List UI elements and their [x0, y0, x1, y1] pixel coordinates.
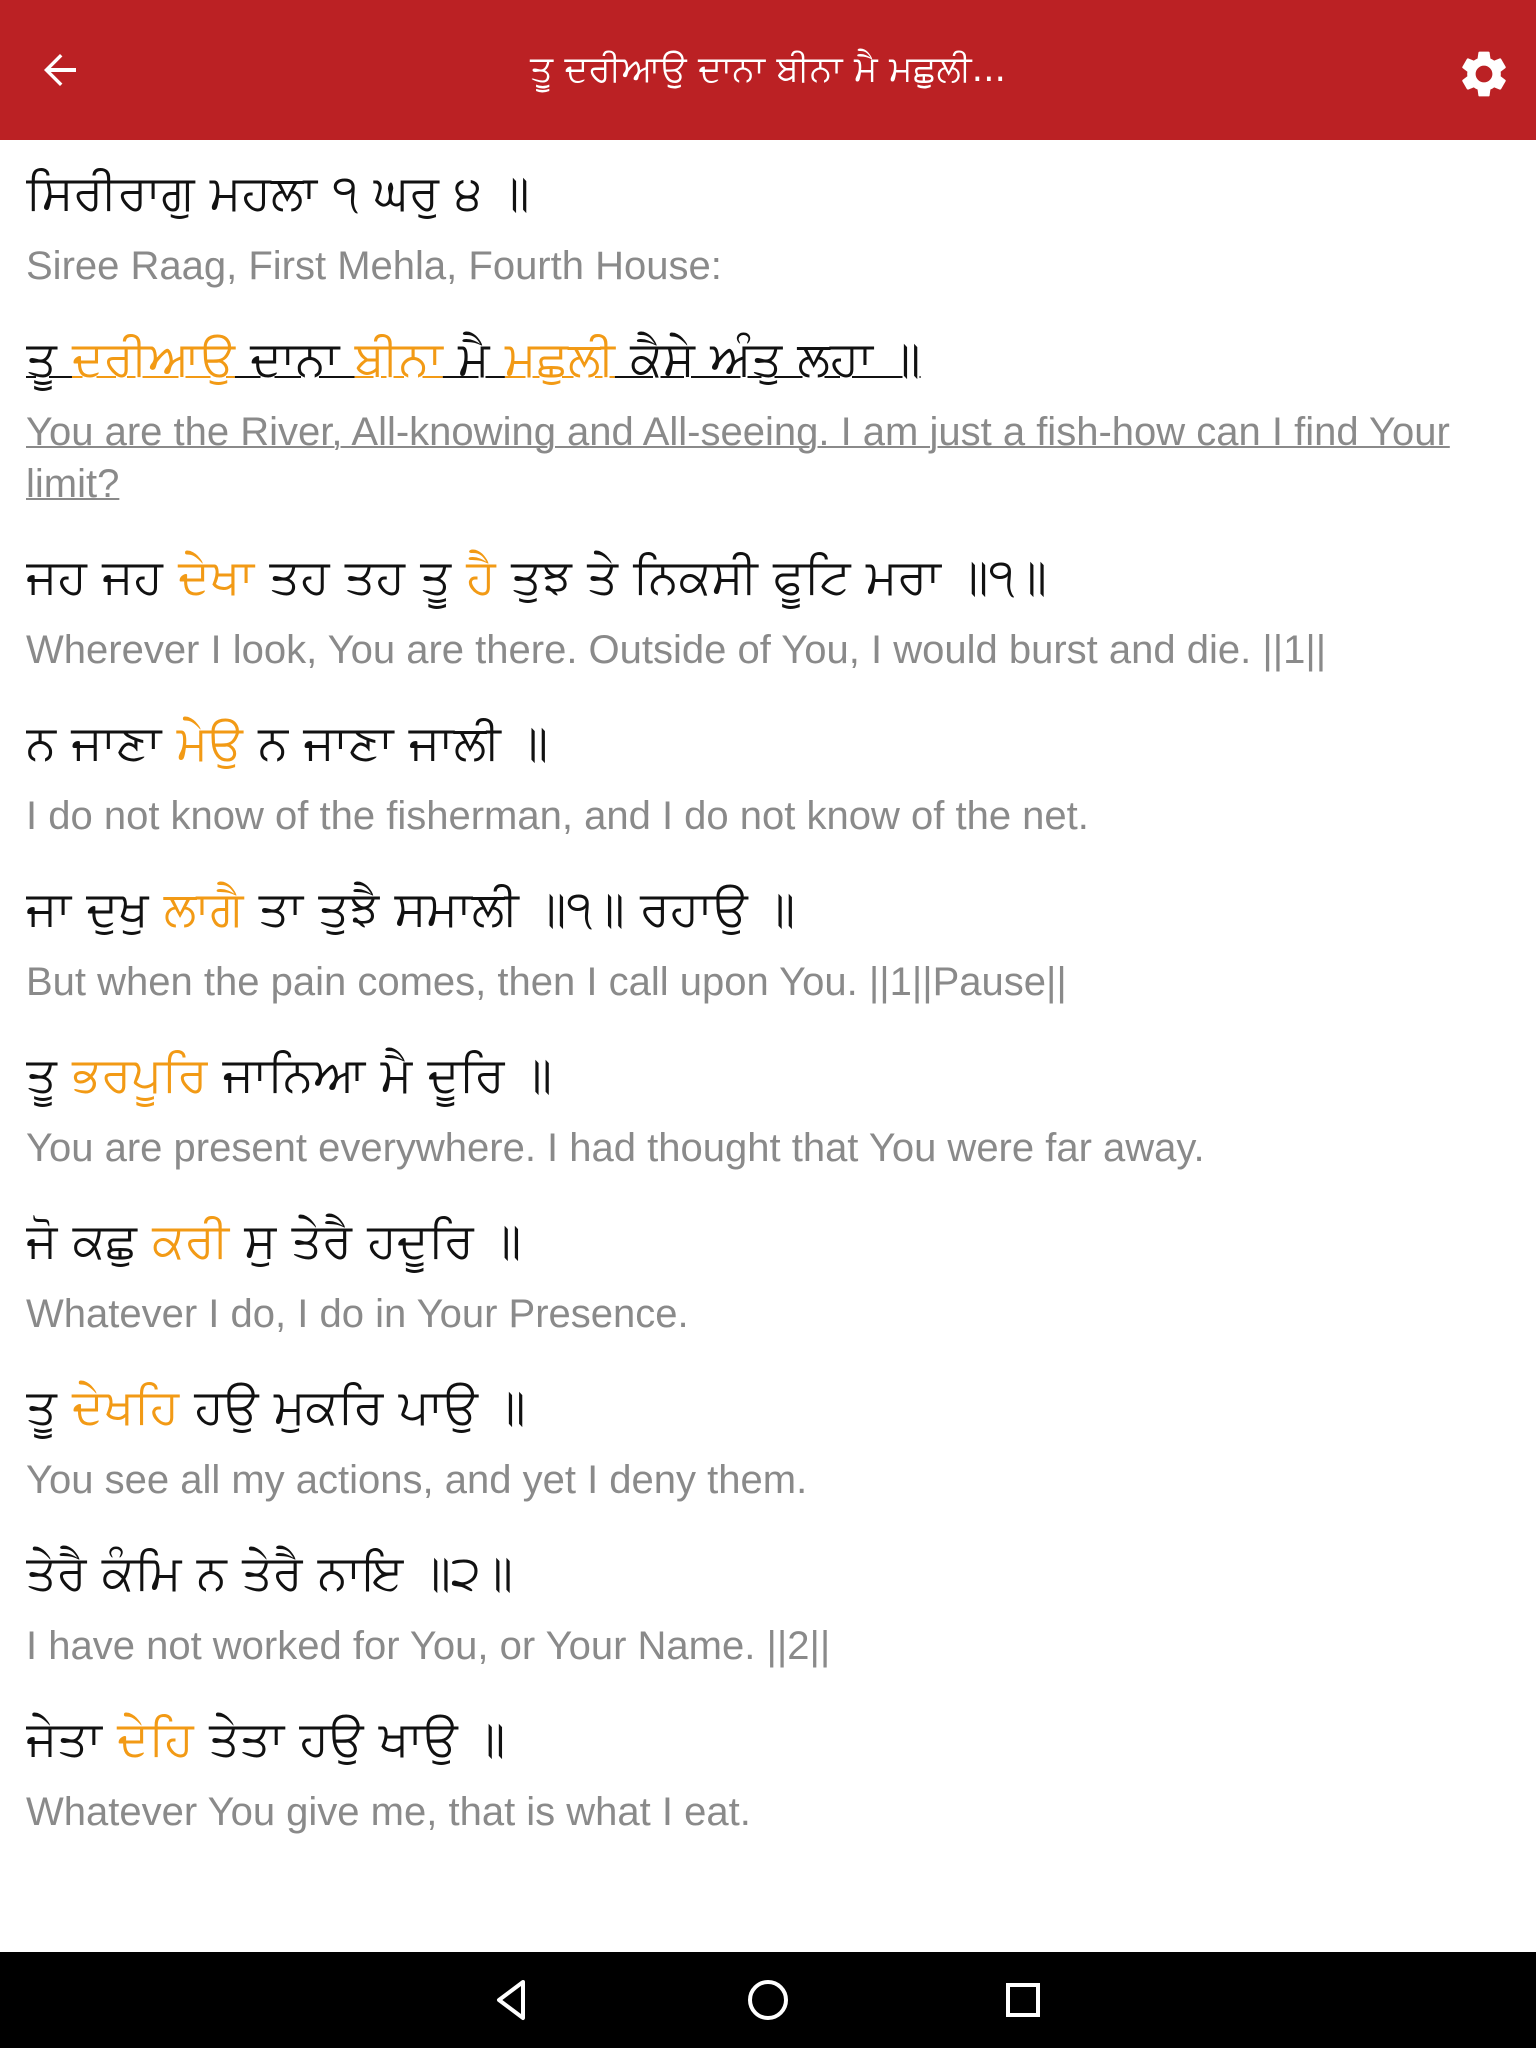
nav-recents-button[interactable]: [993, 1970, 1053, 2030]
gurmukhi-line: [26, 524, 1510, 612]
highlighted-word: ਦੇਹਿ: [117, 1711, 194, 1767]
gurmukhi-text: ਜਾਨਿਆ ਮੈ ਦੂਰਿ ॥: [207, 1047, 553, 1103]
gurmukhi-text: ਜੋ ਕਛੁ: [26, 1213, 153, 1269]
nav-back-button[interactable]: [483, 1970, 543, 2030]
shabad-content[interactable]: [0, 140, 1536, 1952]
highlighted-word: ਮਛੁਲੀ: [504, 331, 615, 387]
english-translation: Siree Raag, First Mehla, Fourth House:: [26, 244, 722, 288]
highlighted-word: ਹੈ: [466, 549, 496, 605]
triangle-back-icon: [483, 1970, 543, 2030]
app-bar: [0, 0, 1536, 140]
gurmukhi-line: [26, 1686, 1510, 1774]
english-translation: You are present everywhere. I had thought that You were far away.: [26, 1126, 1205, 1170]
gurmukhi-text: ਤੇਤਾ ਹਉ ਖਾਉ ॥: [193, 1711, 506, 1767]
nav-home-button[interactable]: [738, 1970, 798, 2030]
highlighted-word: ਦਰੀਆਉ: [71, 331, 235, 387]
english-translation: But when the pain comes, then I call upon You. ||1||Pause||: [26, 960, 1067, 1004]
gurmukhi-text: ਸੁ ਤੇਰੈ ਹਦੂਰਿ ॥: [229, 1213, 522, 1269]
gurmukhi-text: ਤਹ ਤਹ ਤੂ: [254, 549, 467, 605]
verse-item[interactable]: [0, 1354, 1536, 1520]
gurmukhi-line: [26, 690, 1510, 778]
gurmukhi-text: ਸਿਰੀਰਾਗੁ ਮਹਲਾ ੧ ਘਰੁ ੪ ॥: [26, 165, 530, 221]
gurmukhi-line: [26, 1188, 1510, 1276]
gurmukhi-line: [26, 1022, 1510, 1110]
gurmukhi-text: ਨ ਜਾਣਾ: [26, 715, 177, 771]
system-nav-bar: [0, 1952, 1536, 2048]
english-translation: Whatever I do, I do in Your Presence.: [26, 1292, 689, 1336]
gurmukhi-text: ਤੂ: [26, 1379, 72, 1435]
verse-item[interactable]: [0, 1022, 1536, 1188]
highlighted-word: ਮੇਉ: [176, 715, 243, 771]
gurmukhi-line: [26, 1520, 1510, 1608]
verse-item[interactable]: [0, 1686, 1536, 1852]
back-button[interactable]: [30, 40, 90, 100]
highlighted-word: ਭਰਪੂਰਿ: [71, 1047, 208, 1103]
verse-item[interactable]: [0, 856, 1536, 1022]
gurmukhi-line: [26, 1354, 1510, 1442]
english-translation: Wherever I look, You are there. Outside of You, I would burst and die. ||1||: [26, 628, 1327, 672]
page-title: ਤੂ ਦਰੀਆਉ ਦਾਨਾ ਬੀਨਾ ਮੈ ਮਛੁਲੀ...: [530, 49, 1006, 90]
gurmukhi-text: ਨ ਜਾਣਾ ਜਾਲੀ ॥: [242, 715, 549, 771]
verse-item[interactable]: [0, 140, 1536, 306]
gurmukhi-text: ਮੈ: [442, 331, 505, 387]
gurmukhi-text: ਤੂ: [26, 331, 72, 387]
verse-item[interactable]: [0, 1188, 1536, 1354]
english-translation: You see all my actions, and yet I deny them.: [26, 1458, 808, 1502]
gurmukhi-text: ਤੂ: [26, 1047, 72, 1103]
gear-icon: [1456, 46, 1512, 102]
gurmukhi-text: ਤਾ ਤੁਝੈ ਸਮਾਲੀ ॥੧॥ ਰਹਾਉ ॥: [243, 881, 796, 937]
square-recents-icon: [993, 1970, 1053, 2030]
gurmukhi-text: ਤੁਝ ਤੇ ਨਿਕਸੀ ਫੂਟਿ ਮਰਾ ॥੧॥: [495, 549, 1047, 605]
verse-item[interactable]: [0, 524, 1536, 690]
english-translation: Whatever You give me, that is what I eat.: [26, 1790, 751, 1834]
gurmukhi-text: ਜਹ ਜਹ: [26, 549, 179, 605]
english-translation: You are the River, All-knowing and All-seeing. I am just a fish-how can I find Your limit?: [26, 410, 1450, 506]
verse-item[interactable]: [0, 690, 1536, 856]
verse-item[interactable]: [0, 306, 1536, 524]
highlighted-word: ਬੀਨਾ: [354, 331, 443, 387]
highlighted-word: ਕਰੀ: [152, 1213, 230, 1269]
gurmukhi-text: ਜੇਤਾ: [26, 1711, 118, 1767]
highlighted-word: ਦੇਖਾ: [178, 549, 255, 605]
highlighted-word: ਦੇਖਹਿ: [71, 1379, 180, 1435]
settings-button[interactable]: [1456, 46, 1512, 102]
english-translation: I have not worked for You, or Your Name. ||2||: [26, 1624, 831, 1668]
verse-item[interactable]: [0, 1520, 1536, 1686]
english-translation: I do not know of the fisherman, and I do not know of the net.: [26, 794, 1089, 838]
circle-home-icon: [738, 1970, 798, 2030]
gurmukhi-line: [26, 140, 1510, 228]
gurmukhi-text: ਕੈਸੇ ਅੰਤੁ ਲਹਾ ॥: [614, 331, 921, 387]
highlighted-word: ਲਾਗੈ: [163, 881, 244, 937]
gurmukhi-text: ਤੇਰੈ ਕੰਮਿ ਨ ਤੇਰੈ ਨਾਇ ॥੨॥: [26, 1545, 514, 1601]
gurmukhi-text: ਜਾ ਦੁਖੁ: [26, 881, 164, 937]
gurmukhi-text: ਹਉ ਮੁਕਰਿ ਪਾਉ ॥: [179, 1379, 526, 1435]
gurmukhi-text: ਦਾਨਾ: [234, 331, 355, 387]
gurmukhi-line: [26, 856, 1510, 944]
arrow-left-icon: [36, 46, 84, 94]
gurmukhi-line: [26, 306, 1510, 394]
